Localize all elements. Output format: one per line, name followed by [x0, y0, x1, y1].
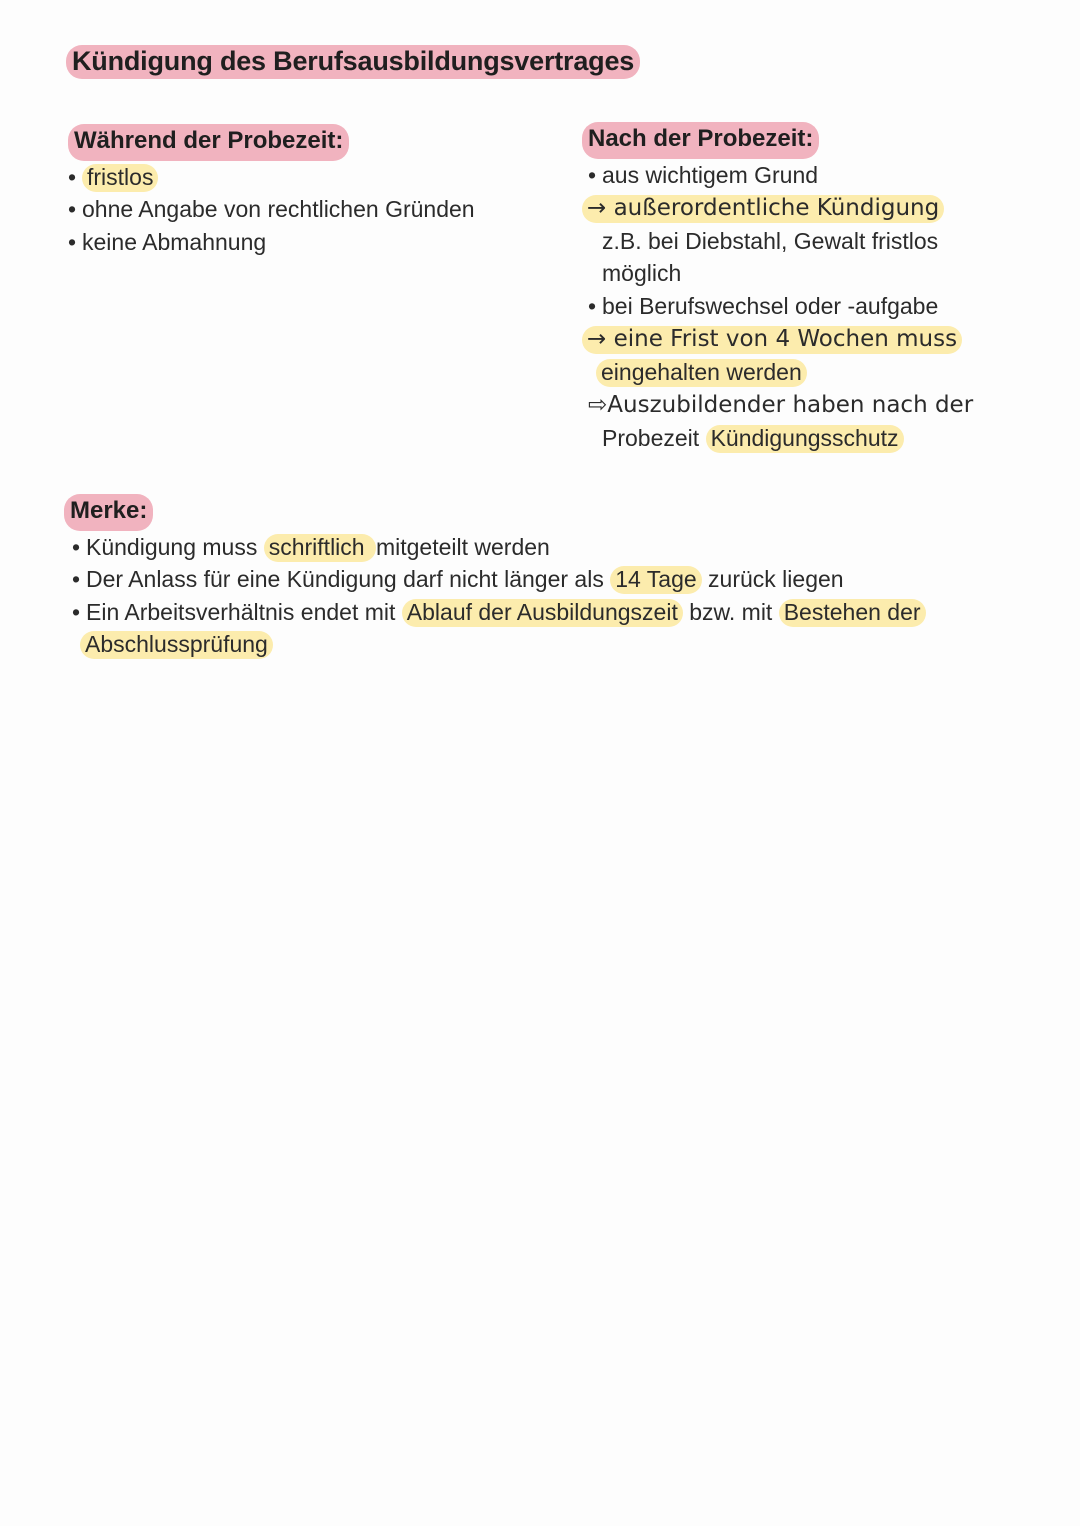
list-item — [68, 193, 538, 226]
bullet-icon: • — [72, 566, 81, 592]
probezeit-during-section — [68, 124, 538, 258]
conclusion-line — [582, 388, 1052, 422]
title-highlight: Kündigung des Berufsausbildungsvertrages — [66, 45, 640, 79]
list-item-text: Kündigung muss — [86, 533, 264, 560]
arrow-line-continued — [582, 356, 1052, 389]
conclusion-text: ⇨Auszubildender haben nach der — [588, 392, 974, 418]
highlight-eingehalten: eingehalten werden — [596, 359, 807, 387]
arrow-line — [582, 322, 1052, 356]
list-item — [64, 596, 1024, 629]
bullet-icon: • — [72, 533, 81, 560]
list-item-text: mitgeteilt werden — [375, 533, 550, 560]
highlight-ausserordentliche-kuendigung: → außerordentliche Kündigung — [582, 195, 944, 223]
list-item-text: bei Berufswechsel oder -aufgabe — [602, 292, 939, 319]
list-item — [68, 226, 538, 259]
bullet-icon: • — [588, 292, 597, 319]
arrow-line — [582, 191, 1052, 225]
bullet-icon: • — [68, 228, 77, 255]
highlight-schriftlich: schriftlich — [264, 534, 376, 562]
page-title — [66, 46, 640, 77]
example-text: z.B. bei Diebstahl, Gewalt fristlos — [602, 227, 939, 254]
merke-section — [64, 494, 1024, 661]
highlight-frist: → eine Frist von 4 Wochen muss — [582, 326, 962, 354]
section-heading-after: Nach der Probezeit: — [582, 122, 819, 159]
bullet-icon: • — [72, 598, 81, 625]
conclusion-text: Probezeit — [602, 424, 706, 451]
list-item — [64, 531, 1024, 564]
bullet-icon: • — [588, 161, 597, 188]
list-item-text: aus wichtigem Grund — [602, 161, 819, 188]
highlight-14-tage: 14 Tage — [610, 566, 701, 594]
highlight-fristlos: fristlos — [82, 164, 158, 192]
highlight-abschlusspruefung: Abschlussprüfung — [80, 631, 273, 659]
conclusion-line — [582, 422, 1052, 455]
bullet-icon: • — [68, 196, 77, 222]
list-item — [582, 290, 1052, 323]
example-text: möglich — [602, 260, 682, 286]
list-item-text: zurück liegen — [701, 566, 844, 592]
section-heading-merke: Merke: — [64, 494, 153, 531]
list-item-text: keine Abmahnung — [82, 228, 267, 255]
highlight-ablauf: Ablauf der Ausbildungszeit — [402, 599, 683, 627]
highlight-kuendigungsschutz: Kündigungsschutz — [706, 425, 904, 453]
list-item — [68, 161, 538, 194]
list-item-text: bzw. mit — [682, 598, 779, 625]
bullet-icon: • — [68, 163, 77, 190]
probezeit-after-section — [582, 122, 1052, 454]
list-item-continued — [64, 628, 1024, 661]
list-item — [582, 159, 1052, 192]
list-item-text: Ein Arbeitsverhältnis endet mit — [86, 598, 402, 625]
list-item — [64, 563, 1024, 596]
list-item-text: ohne Angabe von rechtlichen Gründen — [82, 196, 475, 222]
section-heading-during: Während der Probezeit: — [68, 124, 349, 161]
highlight-bestehen: Bestehen der — [779, 599, 926, 627]
list-item-text: Der Anlass für eine Kündigung darf nicht länger als — [86, 566, 611, 592]
